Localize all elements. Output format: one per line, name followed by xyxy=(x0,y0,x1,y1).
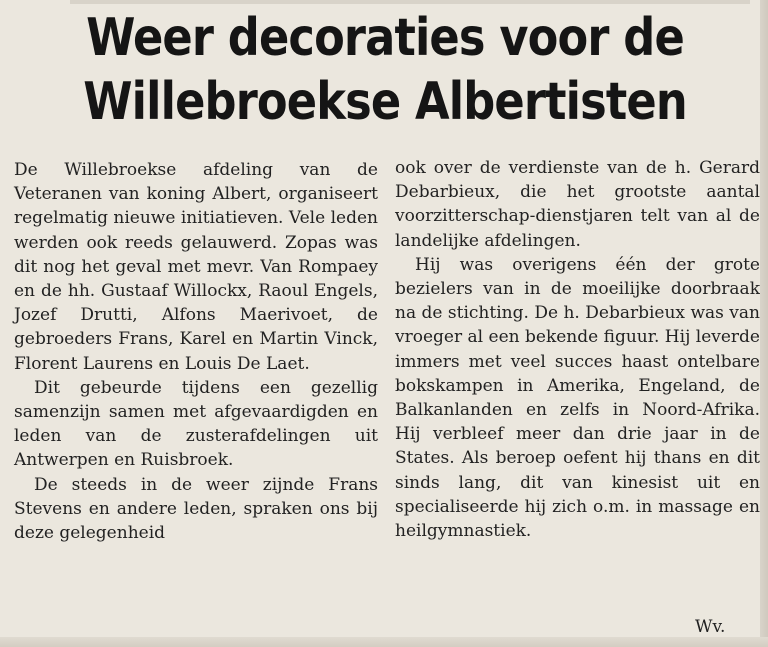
paper-edge-bottom xyxy=(0,637,768,647)
paragraph: Hij was overigens één der grote bezielers van in de moeilijke doorbraak na de stichting. De h. Debarbieux was van vroeger al een bekende figuur. Hij leverde immers met veel succes haast ontelbare bokskampen in Amerika, Engeland, de Balkanlanden en zelfs in Noord-Afrika. Hij verbleef meer dan drie jaar in de States. Als beroep oefent hij thans en dit sinds lang, dit van kinesist uit en specialiseerde hij zich o.m. in massage en heilgymnastiek. xyxy=(395,254,760,542)
author-signature: Wv. xyxy=(695,617,726,637)
article-headline xyxy=(71,6,699,134)
headline-line-2: Willebroekse Albertisten xyxy=(83,72,687,132)
adjacent-article-edge xyxy=(70,0,750,4)
paper-edge-right xyxy=(760,0,768,647)
left-column xyxy=(14,158,378,545)
paragraph: De steeds in de weer zijnde Frans Stevens en andere leden, spraken ons bij deze gelegenheid xyxy=(14,474,378,544)
right-column xyxy=(395,156,760,543)
headline-line-1: Weer decoraties voor de xyxy=(86,8,684,68)
paragraph: De Willebroekse afdeling van de Veteranen van koning Albert, organiseert regelmatig nieuwe initiatieven. Vele leden werden ook reeds gelauwerd. Zopas was dit nog het geval met mevr. Van Rompaey en de hh. Gustaaf Willockx, Raoul Engels, Jozef Drutti, Alfons Maerivoet, de gebroeders Frans, Karel en Martin Vinck, Florent Laurens en Louis De Laet. xyxy=(14,160,378,374)
paragraph: Dit gebeurde tijdens een gezellig samenzijn samen met afgevaardigden en leden van de zusterafdelingen uit Antwerpen en Ruisbroek. xyxy=(14,377,378,471)
paragraph: ook over de verdienste van de h. Gerard Debarbieux, die het grootste aantal voorzitterschap-dienstjaren telt van al de landelijke afdelingen. xyxy=(395,158,760,251)
